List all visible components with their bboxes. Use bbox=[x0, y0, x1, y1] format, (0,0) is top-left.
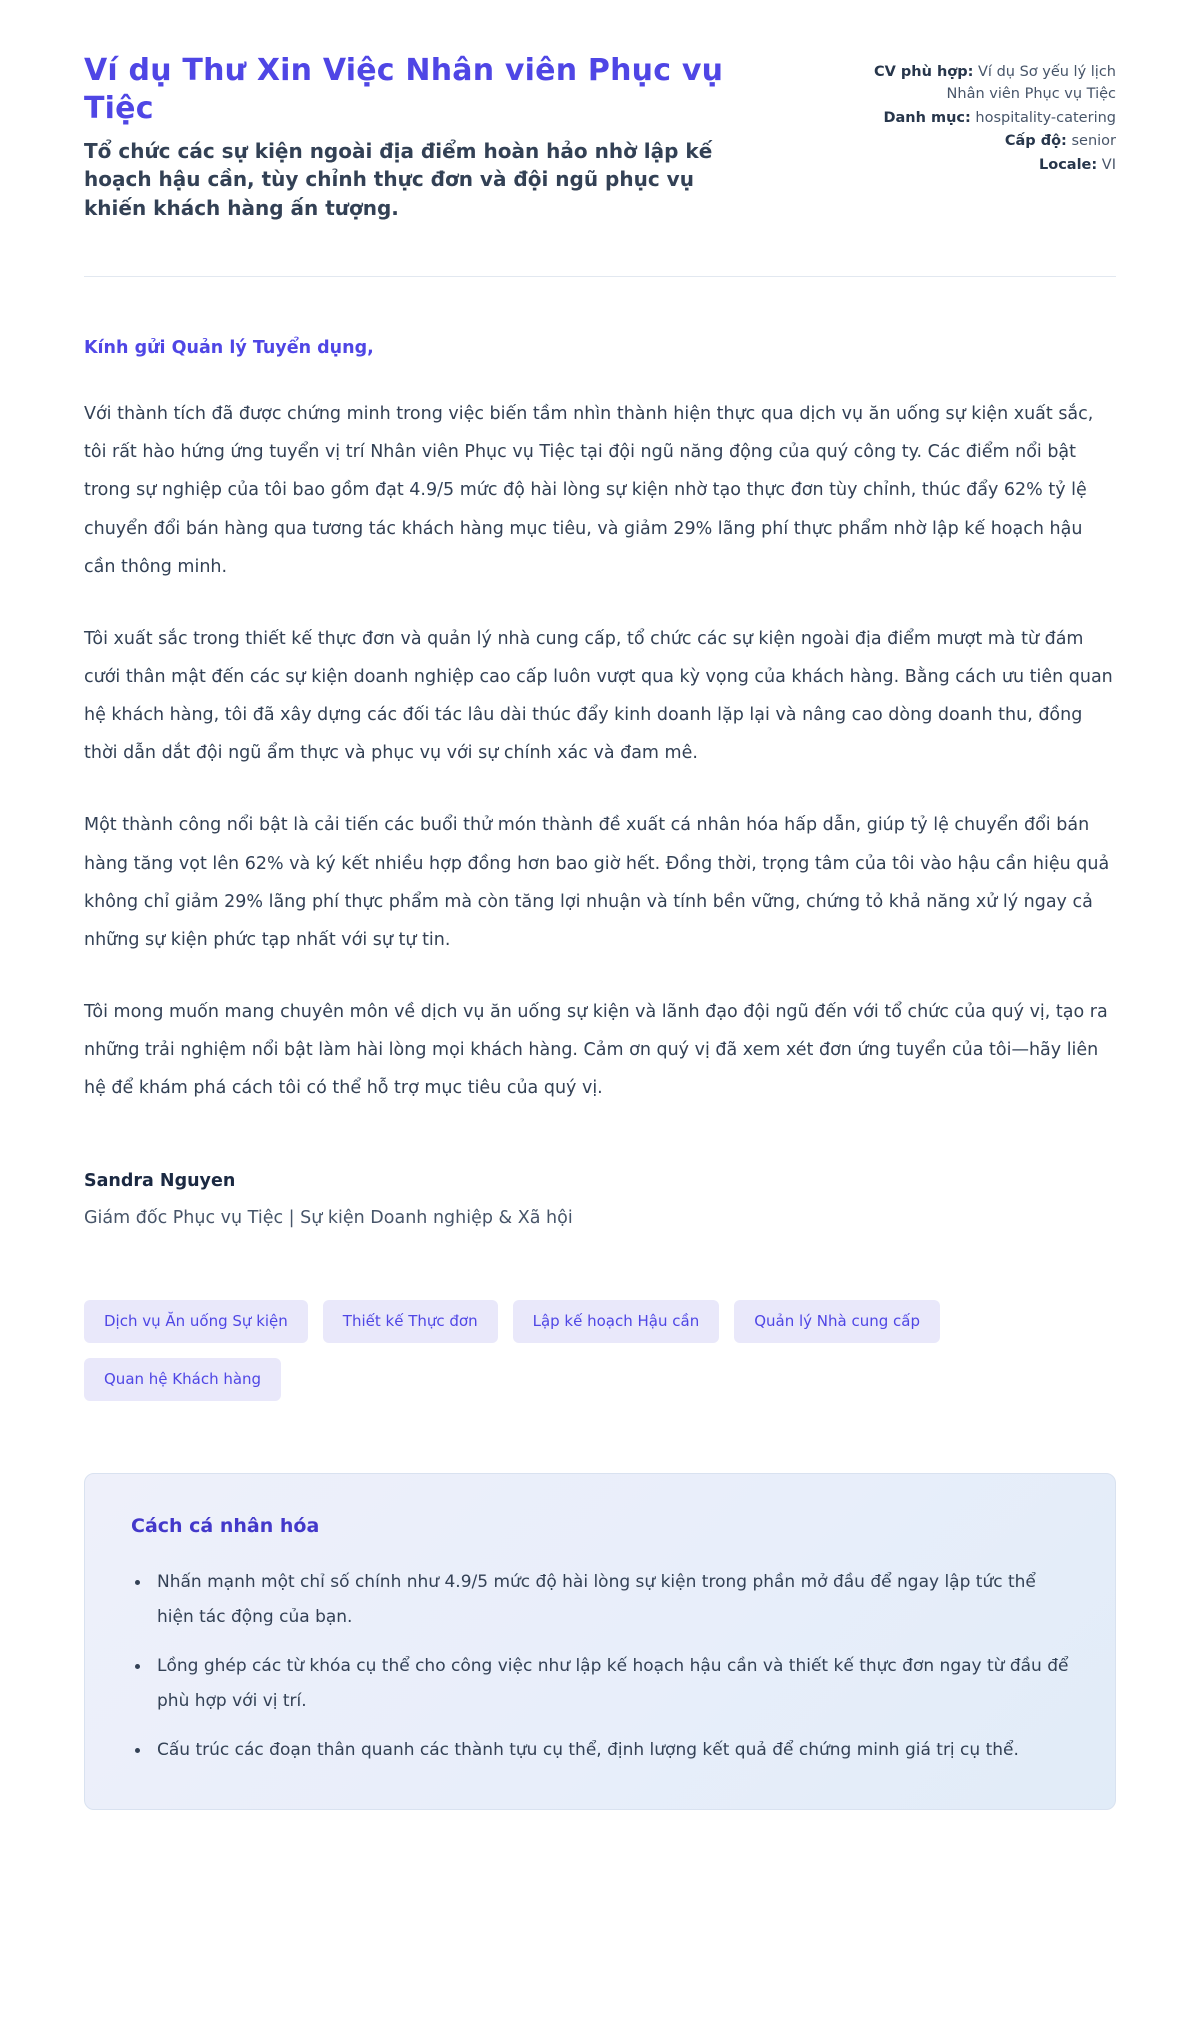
meta-label: Cấp độ: bbox=[1004, 133, 1067, 150]
tips-list-item: • Cấu trúc các đoạn thân quanh các thành tựu cụ thể, định lượng kết quả để chứng minh giá trị cụ thể. bbox=[151, 1733, 1075, 1768]
meta-value: senior bbox=[1071, 133, 1116, 150]
tips-list-item: • Lồng ghép các từ khóa cụ thể cho công việc như lập kế hoạch hậu cần và thiết kế thực đơn ngay từ đầu để phù hợp với vị trí. bbox=[151, 1649, 1075, 1719]
meta-value: Ví dụ Sơ yếu lý lịch Nhân viên Phục vụ Tiệc bbox=[946, 64, 1116, 102]
signature-block bbox=[84, 1169, 1116, 1230]
personalization-tips-box bbox=[84, 1473, 1116, 1810]
tips-list-item: • Nhấn mạnh một chỉ số chính như 4.9/5 mức độ hài lòng sự kiện trong phần mở đầu để ngay lập tức thể hiện tác động của bạn. bbox=[151, 1565, 1075, 1635]
header-divider bbox=[84, 276, 1116, 277]
tips-box-title: Cách cá nhân hóa bbox=[131, 1515, 320, 1538]
letter-body bbox=[84, 335, 1116, 1231]
header-title-block bbox=[84, 52, 724, 222]
meta-label: CV phù hợp: bbox=[873, 64, 974, 80]
page-subtitle: Tổ chức các sự kiện ngoài địa điểm hoàn hảo nhờ lập kế hoạch hậu cần, tùy chỉnh thực đơn và đội ngũ phục vụ khiến khách hàng ấn tượng. bbox=[84, 138, 713, 220]
meta-row-category bbox=[866, 108, 1116, 130]
meta-row-level bbox=[866, 131, 1116, 153]
meta-row-matching-resume bbox=[866, 62, 1116, 106]
tips-list bbox=[115, 1565, 1075, 1767]
tag-chip-logistics-planning[interactable]: Lập kế hoạch Hậu cần bbox=[513, 1300, 720, 1343]
tag-chip-event-catering[interactable]: Dịch vụ Ăn uống Sự kiện bbox=[84, 1300, 308, 1343]
meta-label: Locale: bbox=[1039, 157, 1098, 173]
tag-chip-menu-design[interactable]: Thiết kế Thực đơn bbox=[323, 1300, 498, 1343]
tag-chip-vendor-management[interactable]: Quản lý Nhà cung cấp bbox=[734, 1300, 940, 1343]
meta-label: Danh mục: bbox=[883, 109, 971, 126]
letter-paragraph: Một thành công nổi bật là cải tiến các buổi thử món thành đề xuất cá nhân hóa hấp dẫn, giúp tỷ lệ chuyển đổi bán hàng tăng vọt lên 62% và ký kết nhiều hợp đồng hơn bao giờ hết. Đồng thời, trọng tâm của tôi vào hậu cần hiệu quả không chỉ giảm 29% lãng phí thực phẩm mà còn tăng lợi nhuận và tính bền vững, chứng tỏ khả năng xử lý ngay cả những sự kiện phức tạp nhất với sự tự tin. bbox=[84, 815, 1110, 950]
page-header bbox=[84, 52, 1116, 222]
metadata-panel bbox=[866, 52, 1116, 179]
meta-row-locale bbox=[866, 155, 1116, 177]
page-title: Ví dụ Thư Xin Việc Nhân viên Phục vụ Tiệc bbox=[84, 53, 724, 127]
signature-name: Sandra Nguyen bbox=[84, 1171, 236, 1192]
letter-paragraph: Tôi mong muốn mang chuyên môn về dịch vụ ăn uống sự kiện và lãnh đạo đội ngũ đến với tổ chức của quý vị, tạo ra những trải nghiệm nổi bật làm hài lòng mọi khách hàng. Cảm ơn quý vị đã xem xét đơn ứng tuyển của tôi—hãy liên hệ để khám phá cách tôi có thể hỗ trợ mục tiêu của quý vị. bbox=[84, 1002, 1108, 1099]
letter-paragraph: Tôi xuất sắc trong thiết kế thực đơn và quản lý nhà cung cấp, tổ chức các sự kiện ngoài địa điểm mượt mà từ đám cưới thân mật đến các sự kiện doanh nghiệp cao cấp luôn vượt qua kỳ vọng của khách hàng. Bằng cách ưu tiên quan hệ khách hàng, tôi đã xây dựng các đối tác lâu dài thúc đẩy kinh doanh lặp lại và nâng cao dòng doanh thu, đồng thời dẫn dắt đội ngũ ẩm thực và phục vụ với sự chính xác và đam mê. bbox=[84, 628, 1113, 764]
meta-value: hospitality-catering bbox=[975, 109, 1116, 126]
letter-paragraph: Với thành tích đã được chứng minh trong việc biến tầm nhìn thành hiện thực qua dịch vụ ăn uống sự kiện xuất sắc, tôi rất hào hứng ứng tuyển vị trí Nhân viên Phục vụ Tiệc tại đội ngũ năng động của quý công ty. Các điểm nổi bật trong sự nghiệp của tôi bao gồm đạt 4.9/5 mức độ hài lòng sự kiện nhờ tạo thực đơn tùy chỉnh, thúc đẩy 62% tỷ lệ chuyển đổi bán hàng qua tương tác khách hàng mục tiêu, và giảm 29% lãng phí thực phẩm nhờ lập kế hoạch hậu cần thông minh. bbox=[84, 404, 1094, 577]
meta-value: VI bbox=[1101, 157, 1116, 173]
signature-title: Giám đốc Phục vụ Tiệc | Sự kiện Doanh nghiệp & Xã hội bbox=[84, 1207, 573, 1228]
tag-chip-client-relations[interactable]: Quan hệ Khách hàng bbox=[84, 1358, 281, 1401]
letter-greeting: Kính gửi Quản lý Tuyển dụng, bbox=[84, 337, 374, 358]
skill-tags bbox=[84, 1300, 1116, 1401]
